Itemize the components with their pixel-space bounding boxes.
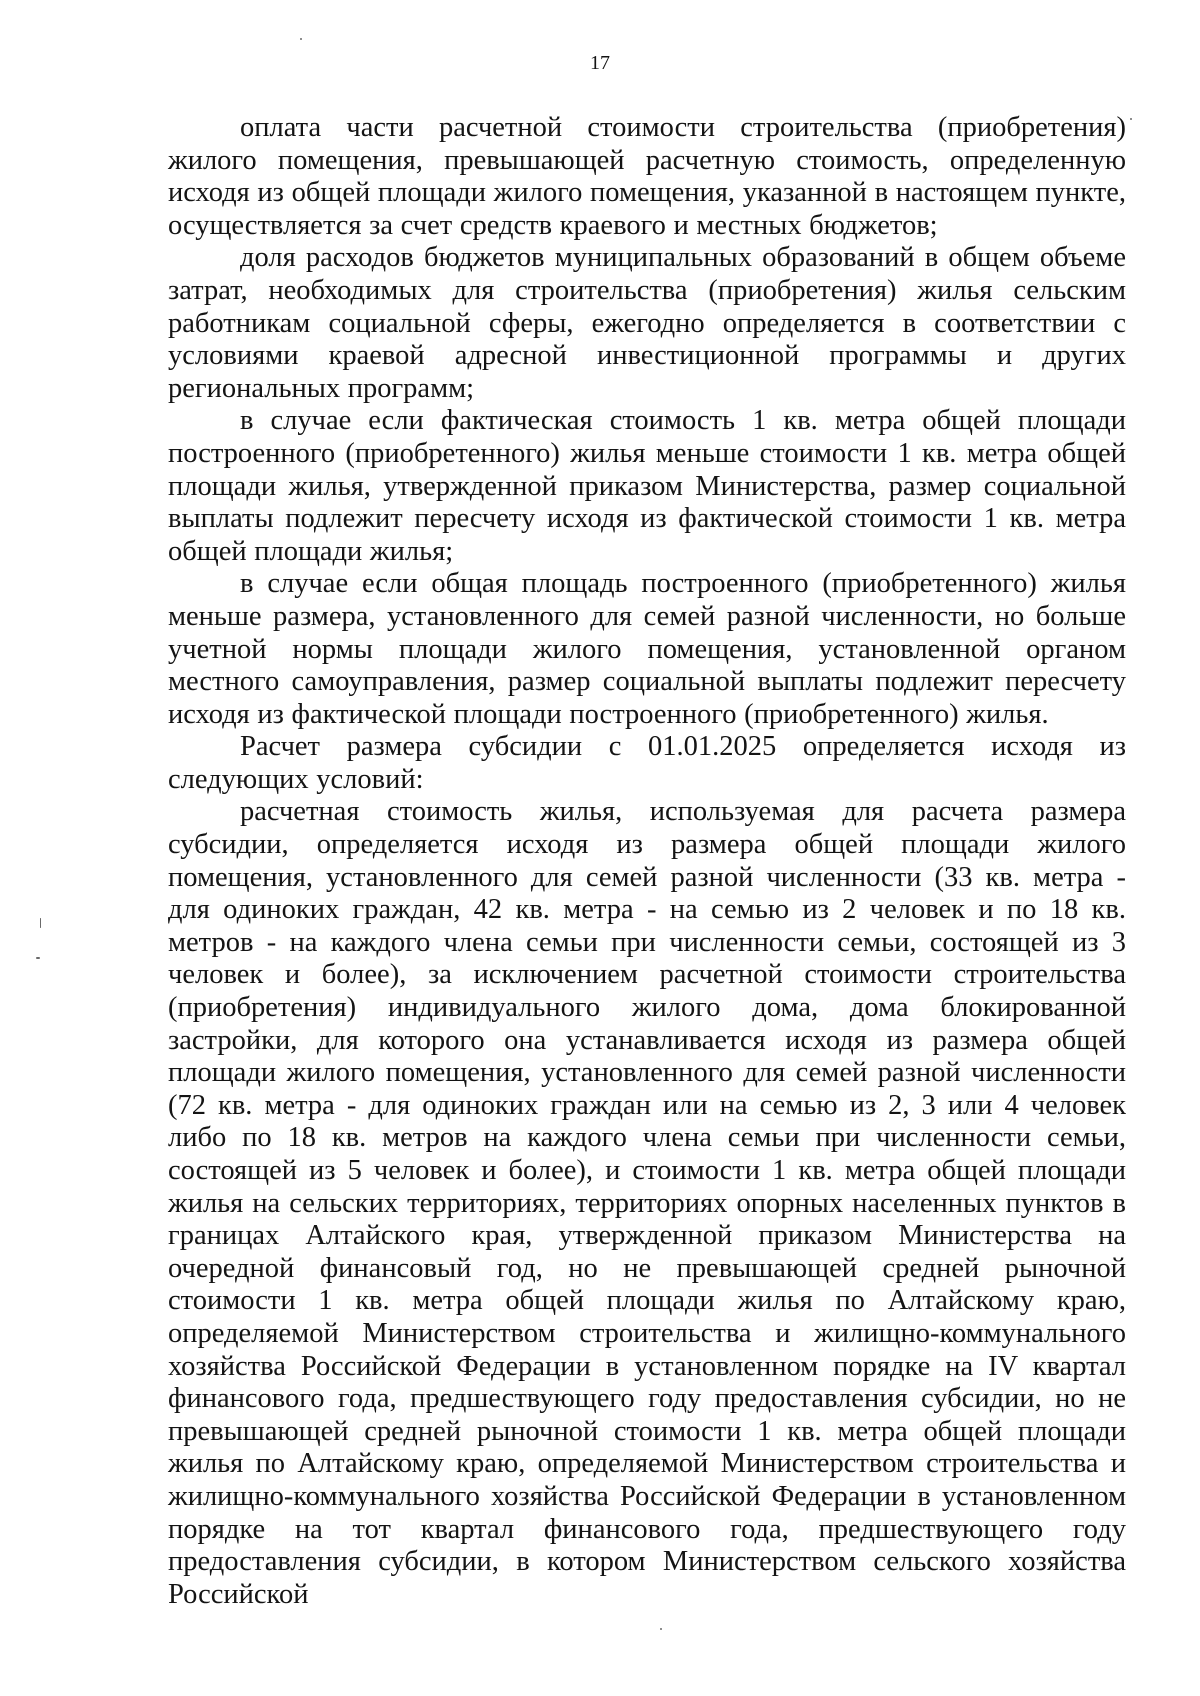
scan-speck — [300, 38, 302, 40]
paragraph: оплата части расчетной стоимости строительства (приобретения) жилого помещения, превышающей расчетную стоимость, определенную исходя из общей площади жилого помещения, указанной в настоящем пункте, осуществляется за счет средств краевого и местных бюджетов; — [168, 112, 1126, 241]
paragraph: Расчет размера субсидии с 01.01.2025 определяется исходя из следующих условий: — [168, 731, 1126, 795]
paragraph: доля расходов бюджетов муниципальных образований в общем объеме затрат, необходимых для строительства (приобретения) жилья сельским работникам социальной сферы, ежегодно определяется в соответствии с условиями краевой адресной инвестиционной программы и других региональных программ; — [168, 242, 1126, 404]
page-number: 17 — [590, 52, 610, 74]
scan-speck — [1130, 118, 1132, 120]
paragraph: в случае если общая площадь построенного (приобретенного) жилья меньше размера, установленного для семей разной численности, но больше учетной нормы площади жилого помещения, установленной органом местного самоуправления, размер социальной выплаты подлежит пересчету исходя из фактической площади построенного (приобретенного) жилья. — [168, 568, 1126, 730]
scan-speck — [36, 957, 40, 959]
paragraph: расчетная стоимость жилья, используемая для расчета размера субсидии, определяется исходя из размера общей площади жилого помещения, установленного для семей разной численности (33 кв. метра - для одиноких граждан, 42 кв. метра - на семью из 2 человек и по 18 кв. метров - на каждого члена семьи при численности семьи, состоящей из 3 человек и более), за исключением расчетной стоимости строительства (приобретения) индивидуального жилого дома, дома блокированной застройки, для которого она устанавливается исходя из размера общей площади жилого помещения, установленного для семей разной численности (72 кв. метра - для одиноких граждан или на семью из 2, 3 или 4 человек либо по 18 кв. метров на каждого члена семьи при численности семьи, состоящей из 5 человек и более), и стоимости 1 кв. метра общей площади жилья на сельских территориях, территориях опорных населенных пунктов в границах Алтайского края, утвержденной приказом Министерства на очередной финансовый год, но не превышающей средней рыночной стоимости 1 кв. метра общей площади жилья по Алтайскому краю, определяемой Министерством строительства и жилищно-коммунального хозяйства Российской Федерации в установленном порядке на IV квартал финансового года, предшествующего году предоставления субсидии, но не превышающей средней рыночной стоимости 1 кв. метра общей площади жилья по Алтайскому краю, определяемой Министерством строительства и жилищно-коммунального хозяйства Российской Федерации в установленном порядке на тот квартал финансового года, предшествующего году предоставления субсидии, в котором Министерством сельского хозяйства Российской — [168, 796, 1126, 1610]
paragraph: в случае если фактическая стоимость 1 кв. метра общей площади построенного (приобретенного) жилья меньше стоимости 1 кв. метра общей площади жилья, утвержденной приказом Министерства, размер социальной выплаты подлежит пересчету исходя из фактической стоимости 1 кв. метра общей площади жилья; — [168, 405, 1126, 567]
scan-speck — [40, 918, 41, 928]
document-body — [168, 112, 1126, 1611]
scan-speck — [660, 1628, 662, 1630]
